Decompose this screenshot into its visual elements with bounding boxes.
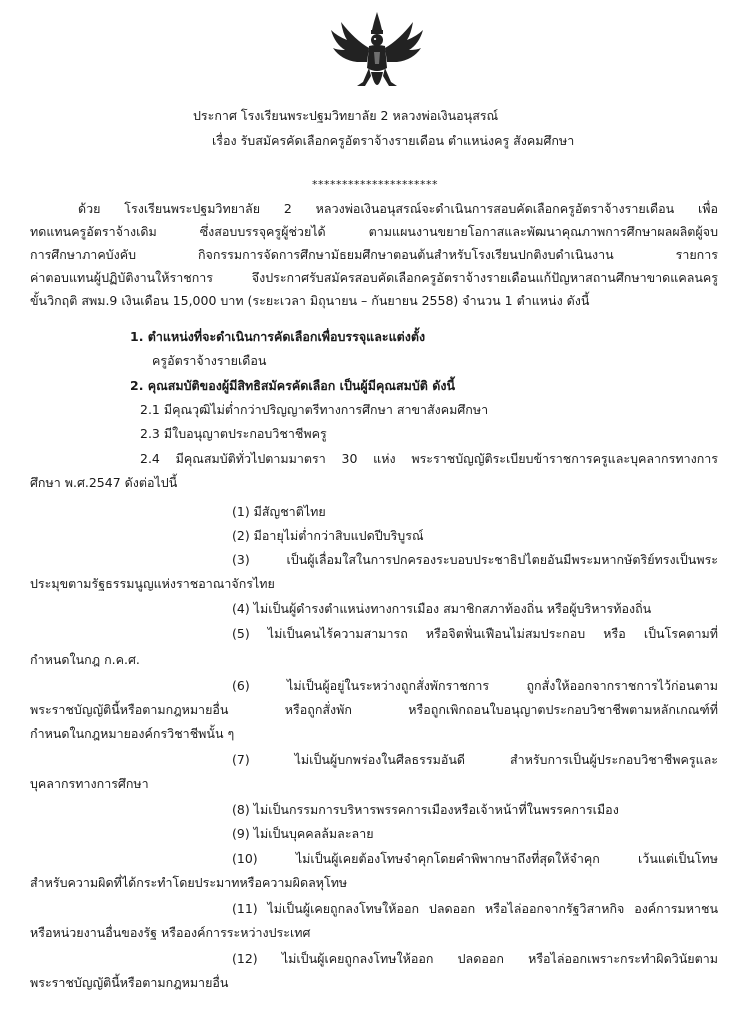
section-2-title: 2. คุณสมบัติของผู้มีสิทธิสมัครคัดเลือก เป็นผู้มีคุณสมบัติ ดังนี้ <box>130 378 455 393</box>
section-2-4-line-1: 2.4 มีคุณสมบัติทั่วไปตามมาตรา 30 แห่ง พระราชบัญญัติระเบียบข้าราชการครูและบุคลากรทางการ <box>140 451 718 466</box>
item-5-line-2: กำหนดในกฎ ก.ค.ศ. <box>30 652 140 667</box>
item-5-line-1: (5) ไม่เป็นคนไร้ความสามารถ หรือจิตฟั่นเฟือนไม่สมประกอบ หรือ เป็นโรคตามที่ <box>232 626 718 641</box>
section-1-title: 1. ตำแหน่งที่จะดำเนินการคัดเลือกเพื่อบรรจุและแต่งตั้ง <box>130 329 426 344</box>
item-4: (4) ไม่เป็นผู้ดำรงตำแหน่งทางการเมือง สมาชิกสภาท้องถิ่น หรือผู้บริหารท้องถิ่น <box>232 601 652 616</box>
item-12-line-1: (12) ไม่เป็นผู้เคยถูกลงโทษให้ออก ปลดออก หรือไล่ออกเพราะกระทำผิดวินัยตาม <box>232 951 718 966</box>
item-9: (9) ไม่เป็นบุคคลล้มละลาย <box>232 826 374 841</box>
item-10-line-1: (10) ไม่เป็นผู้เคยต้องโทษจำคุกโดยคำพิพากษาถึงที่สุดให้จำคุก เว้นแต่เป็นโทษ <box>232 851 718 866</box>
section-2-3: 2.3 มีใบอนุญาตประกอบวิชาชีพครู <box>140 426 327 441</box>
item-11-line-1: (11) ไม่เป็นผู้เคยถูกลงโทษให้ออก ปลดออก หรือไล่ออกจากรัฐวิสาหกิจ องค์การมหาชน <box>232 901 718 916</box>
item-1: (1) มีสัญชาติไทย <box>232 504 326 519</box>
item-6-line-1: (6) ไม่เป็นผู้อยู่ในระหว่างถูกสั่งพักราชการ ถูกสั่งให้ออกจากราชการไว้ก่อนตาม <box>232 678 718 693</box>
item-3-line-2: ประมุขตามรัฐธรรมนูญแห่งราชอาณาจักรไทย <box>30 576 275 591</box>
garuda-emblem-icon <box>327 10 427 100</box>
item-6-line-2: พระราชบัญญัตินี้หรือตามกฎหมายอื่น หรือถูกสั่งพัก หรือถูกเพิกถอนใบอนุญาตประกอบวิชาชีพตามหลักเกณฑ์ที่ <box>30 702 718 717</box>
item-7-line-2: บุคลากรทางการศึกษา <box>30 776 149 791</box>
separator-stars: ********************* <box>312 178 438 191</box>
item-7-line-1: (7) ไม่เป็นผู้บกพร่องในศีลธรรมอันดี สำหรับการเป็นผู้ประกอบวิชาชีพครูและ <box>232 752 718 767</box>
intro-line-2: ทดแทนครูอัตราจ้างเดิม ซึ่งสอบบรรจุครูผู้ช่วยได้ ตามแผนงานขยายโอกาสและพัฒนาคุณภาพการศึกษาผลผลิตผู้จบ <box>30 224 718 239</box>
intro-line-3: การศึกษาภาคบังคับ กิจกรรมการจัดการศึกษามัธยมศึกษาตอนต้นสำหรับโรงเรียนปกติงบดำเนินงาน รายการ <box>30 247 718 262</box>
item-2: (2) มีอายุไม่ต่ำกว่าสิบแปดปีบริบูรณ์ <box>232 528 424 543</box>
item-11-line-2: หรือหน่วยงานอื่นของรัฐ หรือองค์การระหว่างประเทศ <box>30 925 311 940</box>
item-8: (8) ไม่เป็นกรรมการบริหารพรรคการเมืองหรือเจ้าหน้าที่ในพรรคการเมือง <box>232 802 619 817</box>
item-10-line-2: สำหรับความผิดที่ได้กระทำโดยประมาทหรือความผิดลหุโทษ <box>30 875 348 890</box>
intro-line-5: ขั้นวิกฤติ สพม.9 เงินเดือน 15,000 บาท (ระยะเวลา มิถุนายน – กันยายน 2558) จำนวน 1 ตำแหน่ง ดังนี้ <box>30 293 590 308</box>
section-2-4-line-2: ศึกษา พ.ศ.2547 ดังต่อไปนี้ <box>30 475 178 490</box>
announcement-subject: เรื่อง รับสมัครคัดเลือกครูอัตราจ้างรายเดือน ตำแหน่งครู สังคมศึกษา <box>212 133 575 148</box>
section-2-1: 2.1 มีคุณวุฒิไม่ต่ำกว่าปริญญาตรีทางการศึกษา สาขาสังคมศึกษา <box>140 402 489 417</box>
item-6-line-3: กำหนดในกฎหมายองค์กรวิชาชีพนั้น ๆ <box>30 726 235 741</box>
item-12-line-2: พระราชบัญญัตินี้หรือตามกฎหมายอื่น <box>30 975 229 990</box>
announcement-title: ประกาศ โรงเรียนพระปฐมวิทยาลัย 2 หลวงพ่อเงินอนุสรณ์ <box>193 108 499 123</box>
intro-line-4: ค่าตอบแทนผู้ปฏิบัติงานให้ราชการ จึงประกาศรับสมัครสอบคัดเลือกครูอัตราจ้างรายเดือนแก้ปัญหาสถานศึกษาขาดแคลนครู <box>30 270 718 285</box>
intro-line-1: ด้วย โรงเรียนพระปฐมวิทยาลัย 2 หลวงพ่อเงินอนุสรณ์จะดำเนินการสอบคัดเลือกครูอัตราจ้างรายเดือน เพื่อ <box>78 201 718 216</box>
section-1-body: ครูอัตราจ้างรายเดือน <box>152 353 267 368</box>
item-3-line-1: (3) เป็นผู้เลื่อมใสในการปกครองระบอบประชาธิปไตยอันมีพระมหากษัตริย์ทรงเป็นพระ <box>232 552 718 567</box>
